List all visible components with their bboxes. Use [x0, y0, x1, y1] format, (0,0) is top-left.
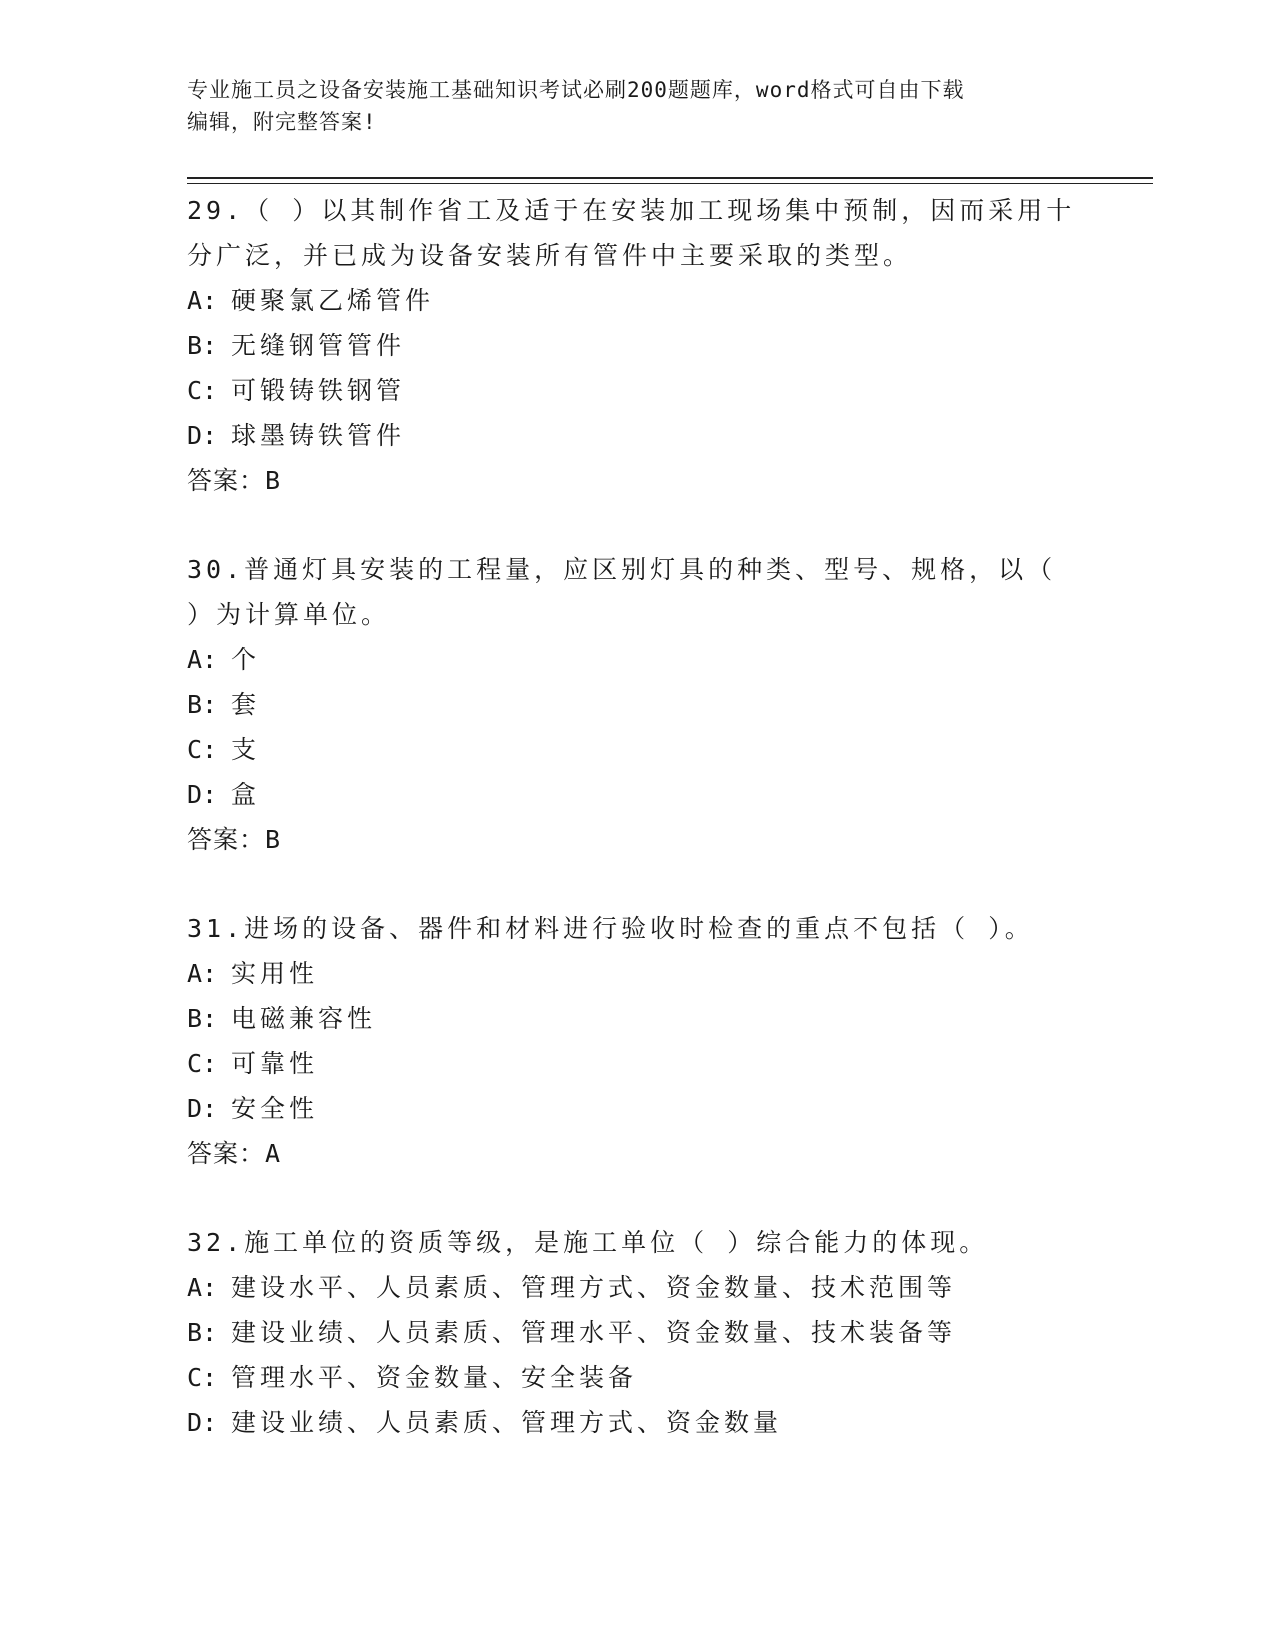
option-text: 建设业绩、人员素质、管理水平、资金数量、技术装备等 [231, 1318, 957, 1347]
question-stem: 29.（ ）以其制作省工及适于在安装加工现场集中预制，因而采用十 [187, 196, 1076, 225]
question-stem-continued: 分广泛，并已成为设备安装所有管件中主要采取的类型。 [187, 241, 913, 270]
option-letter: A: [187, 959, 218, 988]
option-letter: C: [187, 735, 218, 764]
option-text: 建设业绩、人员素质、管理方式、资金数量 [231, 1408, 783, 1437]
question-stem-continued: ）为计算单位。 [187, 600, 391, 629]
option-b [187, 323, 1107, 368]
option-text: 套 [231, 690, 261, 719]
option-b [187, 1310, 1107, 1355]
option-a [187, 637, 1107, 682]
option-c [187, 1041, 1107, 1086]
option-text: 安全性 [231, 1094, 319, 1123]
option-text: 可靠性 [231, 1049, 319, 1078]
option-letter: C: [187, 376, 218, 405]
answer-line: 答案：B [187, 466, 282, 495]
option-text: 电磁兼容性 [231, 1004, 377, 1033]
option-d [187, 413, 1107, 458]
option-text: 硬聚氯乙烯管件 [231, 286, 435, 315]
option-letter: C: [187, 1363, 218, 1392]
option-letter: B: [187, 1318, 218, 1347]
option-letter: D: [187, 780, 218, 809]
question-32 [187, 1220, 1107, 1445]
question-list [187, 188, 1107, 1489]
option-letter: D: [187, 1408, 218, 1437]
option-d [187, 772, 1107, 817]
option-d [187, 1086, 1107, 1131]
option-letter: A: [187, 645, 218, 674]
option-letter: A: [187, 1273, 218, 1302]
option-letter: B: [187, 1004, 218, 1033]
option-text: 支 [231, 735, 261, 764]
option-letter: C: [187, 1049, 218, 1078]
option-letter: D: [187, 1094, 218, 1123]
option-letter: A: [187, 286, 218, 315]
question-30 [187, 547, 1107, 862]
option-b [187, 996, 1107, 1041]
document-header [187, 74, 1067, 138]
header-title-line1: 专业施工员之设备安装施工基础知识考试必刷200题题库，word格式可自由下载 [187, 78, 965, 102]
option-a [187, 278, 1107, 323]
question-31 [187, 906, 1107, 1176]
question-stem: 32.施工单位的资质等级，是施工单位（ ）综合能力的体现。 [187, 1228, 989, 1257]
option-b [187, 682, 1107, 727]
option-text: 可锻铸铁钢管 [231, 376, 406, 405]
header-title-line2: 编辑，附完整答案! [187, 110, 377, 134]
option-c [187, 1355, 1107, 1400]
answer-line: 答案：B [187, 825, 282, 854]
option-text: 个 [231, 645, 261, 674]
question-stem: 31.进场的设备、器件和材料进行验收时检查的重点不包括（ ）。 [187, 914, 1034, 943]
option-c [187, 368, 1107, 413]
option-text: 管理水平、资金数量、安全装备 [231, 1363, 638, 1392]
option-a [187, 951, 1107, 996]
question-29 [187, 188, 1107, 503]
question-stem: 30.普通灯具安装的工程量，应区别灯具的种类、型号、规格，以（ [187, 555, 1057, 584]
option-text: 建设水平、人员素质、管理方式、资金数量、技术范围等 [231, 1273, 957, 1302]
option-a [187, 1265, 1107, 1310]
option-letter: D: [187, 421, 218, 450]
answer-line: 答案：A [187, 1139, 282, 1168]
header-divider-thin [187, 183, 1153, 184]
option-text: 球墨铸铁管件 [231, 421, 406, 450]
option-text: 盒 [231, 780, 261, 809]
option-d [187, 1400, 1107, 1445]
option-c [187, 727, 1107, 772]
option-text: 实用性 [231, 959, 319, 988]
option-letter: B: [187, 331, 218, 360]
option-text: 无缝钢管管件 [231, 331, 406, 360]
option-letter: B: [187, 690, 218, 719]
header-divider-thick [187, 177, 1153, 179]
